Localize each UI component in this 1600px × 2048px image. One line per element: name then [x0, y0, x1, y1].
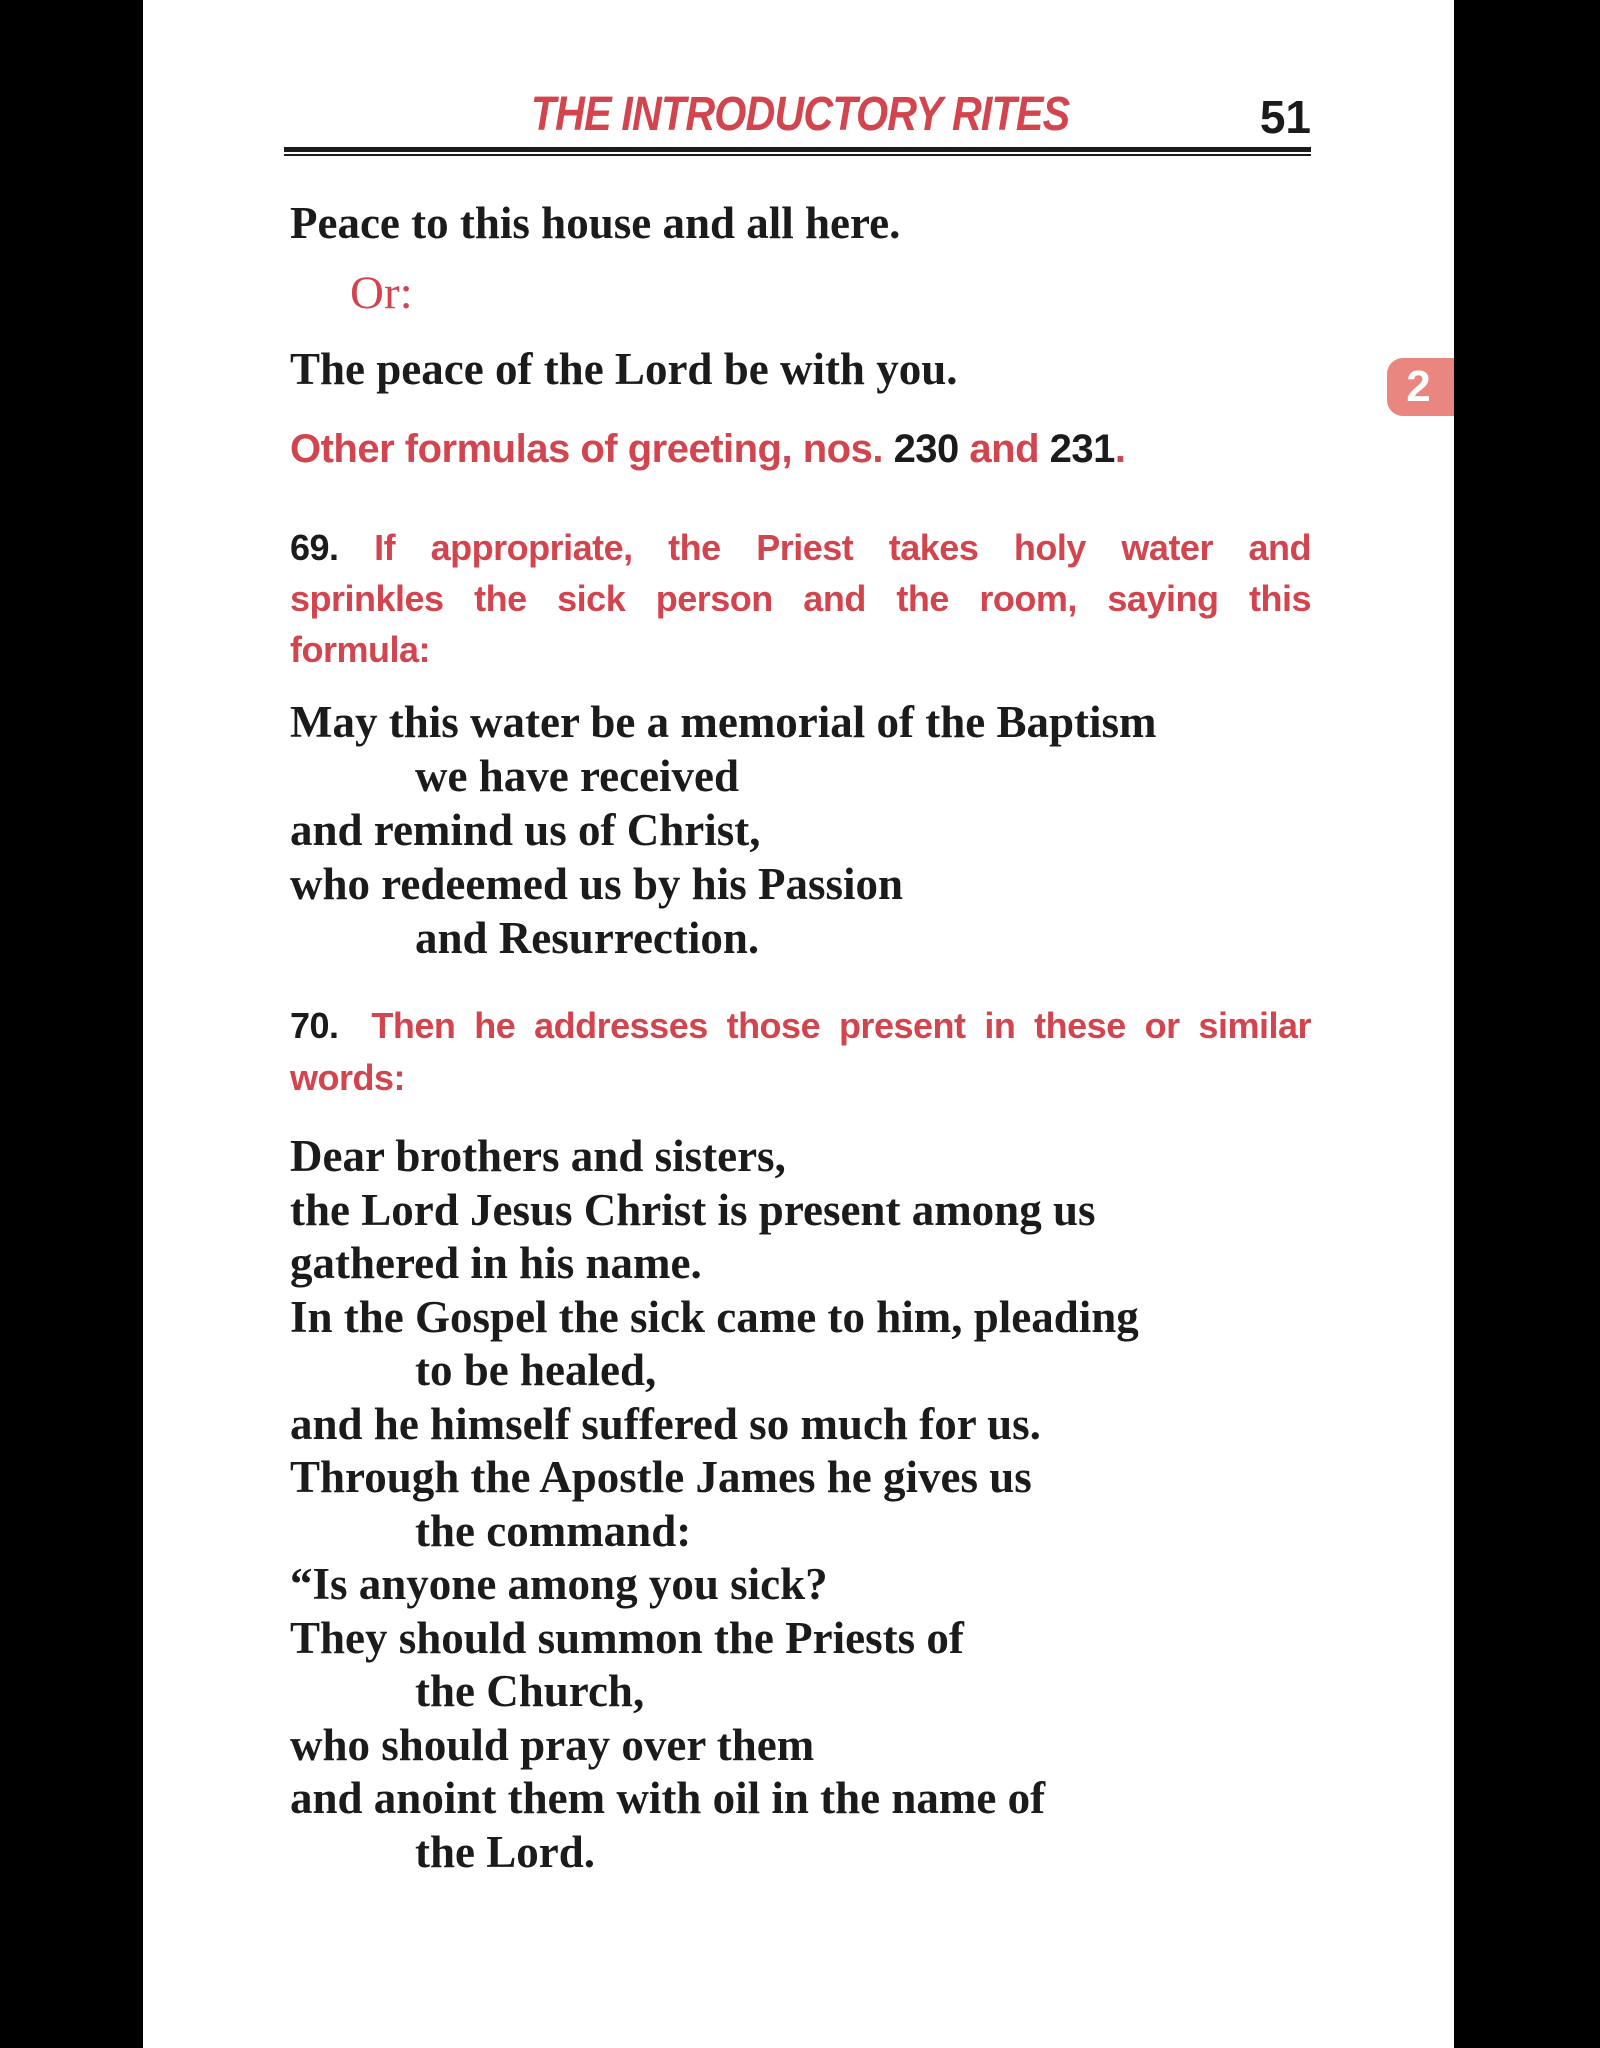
- address-line: and anoint them with oil in the name of: [290, 1773, 1046, 1823]
- prayer-line: we have received: [415, 751, 740, 801]
- greeting-peace-to-house: Peace to this house and all here.: [290, 198, 901, 248]
- address-line: to be healed,: [415, 1345, 657, 1395]
- book-page: [143, 0, 1454, 2048]
- rubric-69-line-1: [290, 522, 1311, 573]
- rubric-69-line-3: formula:: [290, 629, 430, 670]
- rubric-70-line-1: [290, 1000, 1311, 1052]
- chapter-tab-label: 2: [1406, 362, 1431, 411]
- rubric-69: [290, 522, 1311, 675]
- header-rule-thick-line: [284, 147, 1311, 152]
- address-line: Through the Apostle James he gives us: [290, 1452, 1032, 1502]
- address-line: gathered in his name.: [290, 1238, 702, 1288]
- rubric-70: [290, 1000, 1311, 1104]
- address-line: the Church,: [415, 1666, 645, 1716]
- prayer-line: and Resurrection.: [415, 913, 760, 963]
- address-line: the command:: [415, 1505, 692, 1556]
- address-line: who should pray over them: [290, 1719, 815, 1770]
- rubric-69-text: If appropriate, the Priest takes holy water and: [374, 527, 1311, 568]
- or-label: Or:: [350, 267, 413, 319]
- address-line: “Is anyone among you sick?: [290, 1559, 828, 1609]
- address-line: the Lord.: [415, 1826, 595, 1877]
- page-number: 51: [1259, 91, 1311, 143]
- rubric-70-text: Then he addresses those present in these or similar: [371, 1005, 1311, 1046]
- running-header: [290, 88, 1311, 143]
- address-line: They should summon the Priests of: [290, 1612, 964, 1663]
- header-rule: [284, 147, 1311, 156]
- note-ref-230: 230: [893, 427, 959, 471]
- water-blessing-prayer: [290, 695, 1311, 965]
- address-line: Dear brothers and sisters,: [290, 1131, 786, 1181]
- rubric-70-line-2: words:: [290, 1057, 406, 1098]
- note-segment-red: Other formulas of greeting, nos.: [290, 427, 894, 471]
- greeting-peace-of-lord: The peace of the Lord be with you.: [290, 344, 958, 394]
- rubric-69-line-2: sprinkles the sick person and the room, saying this: [290, 578, 1311, 619]
- section-title: THE INTRODUCTORY RITES: [531, 88, 1070, 141]
- address-line: the Lord Jesus Christ is present among us: [290, 1184, 1096, 1235]
- note-ref-231: 231: [1049, 427, 1115, 471]
- header-rule-thin-line: [284, 154, 1311, 156]
- prayer-line: May this water be a memorial of the Baptism: [290, 697, 1157, 747]
- page-content: [290, 0, 1311, 2048]
- chapter-tab-2[interactable]: [1387, 358, 1454, 416]
- address-to-present: [290, 1130, 1311, 1879]
- prayer-line: and remind us of Christ,: [290, 805, 761, 855]
- prayer-line: who redeemed us by his Passion: [290, 859, 904, 909]
- rubric-70-number: 70.: [290, 1005, 339, 1046]
- rubric-69-number: 69.: [290, 527, 339, 568]
- address-line: In the Gospel the sick came to him, pleading: [290, 1291, 1139, 1342]
- address-line: and he himself suffered so much for us.: [290, 1398, 1041, 1449]
- other-formulas-note: [290, 426, 1311, 472]
- note-segment-and: and: [958, 427, 1050, 471]
- note-period: .: [1114, 427, 1126, 471]
